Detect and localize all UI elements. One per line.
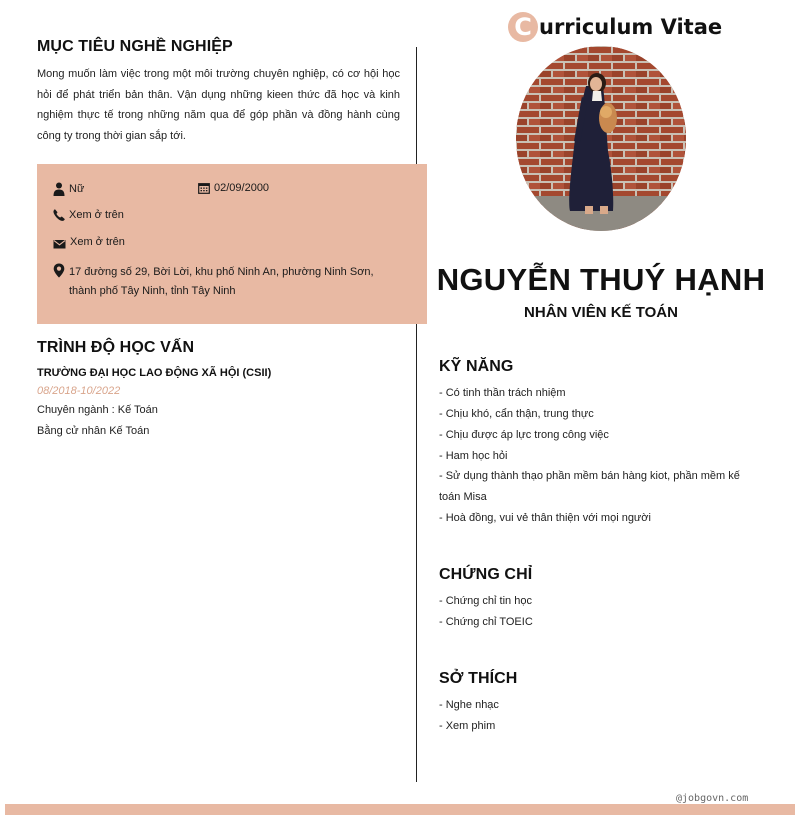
phone-value: Xem ở trên: [69, 209, 124, 221]
education-major: Chuyên ngành : Kế Toán: [37, 404, 158, 416]
column-divider-bottom: [416, 324, 417, 782]
hobby-item: - Xem phim: [439, 720, 496, 732]
cv-heading-text: urriculum Vitae: [539, 15, 723, 39]
email-value: Xem ở trên: [70, 236, 125, 248]
objective-text: Mong muốn làm việc trong một môi trường chuyên nghiệp, có cơ hội học hỏi để phát triển bản thân. Vận dụng những kieen thức đã học và kinh nghiệm thực tế trong những năm qua để góp phần và đồng hành cùng công ty trong thời gian sắp tới.: [37, 68, 400, 143]
job-title: NHÂN VIÊN KẾ TOÁN: [524, 304, 678, 321]
certificate-item: - Chứng chỉ tin học: [439, 595, 532, 607]
education-degree: Bằng cử nhân Kế Toán: [37, 425, 150, 437]
education-school: TRƯỜNG ĐẠI HỌC LAO ĐỘNG XÃ HỘI (CSII): [37, 367, 272, 379]
gender-value: Nữ: [69, 183, 85, 195]
birthday-row: [198, 182, 269, 194]
skill-item: - Ham học hỏi: [439, 450, 508, 462]
address-row: [53, 263, 374, 301]
objective-title: MỤC TIÊU NGHỀ NGHIỆP: [37, 38, 233, 55]
skills-title: KỸ NĂNG: [439, 358, 514, 375]
personal-info-box: [37, 164, 427, 324]
skill-item: - Hoà đồng, vui vẻ thân thiện với mọi người: [439, 512, 651, 524]
certificate-item: - Chứng chỉ TOEIC: [439, 616, 533, 628]
column-divider-top: [416, 47, 417, 164]
footer-bar: [5, 804, 795, 815]
cv-initial-badge: C: [508, 12, 538, 42]
phone-row: [53, 209, 124, 221]
cv-header: [508, 12, 722, 42]
full-name: NGUYỄN THUÝ HẠNH: [436, 262, 766, 297]
email-row: [53, 236, 125, 250]
skill-item: - Chịu khó, cẩn thận, trung thực: [439, 408, 594, 420]
gender-row: [53, 182, 84, 196]
birthday-value: 02/09/2000: [214, 182, 270, 194]
hobby-item: - Nghe nhạc: [439, 699, 499, 711]
education-period: 08/2018-10/2022: [37, 385, 121, 397]
skill-item: - Sử dụng thành thạo phần mềm bán hàng kiot, phần mềm kế toán Misa: [439, 470, 740, 503]
profile-photo: [516, 46, 686, 231]
mail-icon: [53, 238, 66, 250]
address-line-1: 17 đường số 29, Bời Lời, khu phố Ninh An, phường Ninh Sơn,: [69, 266, 374, 278]
certificates-title: CHỨNG CHỈ: [439, 566, 533, 583]
location-pin-icon: [53, 263, 65, 278]
address-line-2: thành phố Tây Ninh, tỉnh Tây Ninh: [69, 285, 236, 297]
phone-icon: [53, 209, 65, 221]
skill-item: - Có tinh thần trách nhiệm: [439, 387, 566, 399]
skill-item: - Chịu được áp lực trong công việc: [439, 429, 609, 441]
hobbies-title: SỞ THÍCH: [439, 670, 518, 687]
person-icon: [53, 182, 65, 196]
watermark: @jobgovn.com: [676, 793, 749, 804]
profile-photo-illustration: [516, 46, 686, 231]
calendar-icon: [198, 182, 210, 194]
education-title: TRÌNH ĐỘ HỌC VẤN: [37, 339, 195, 356]
